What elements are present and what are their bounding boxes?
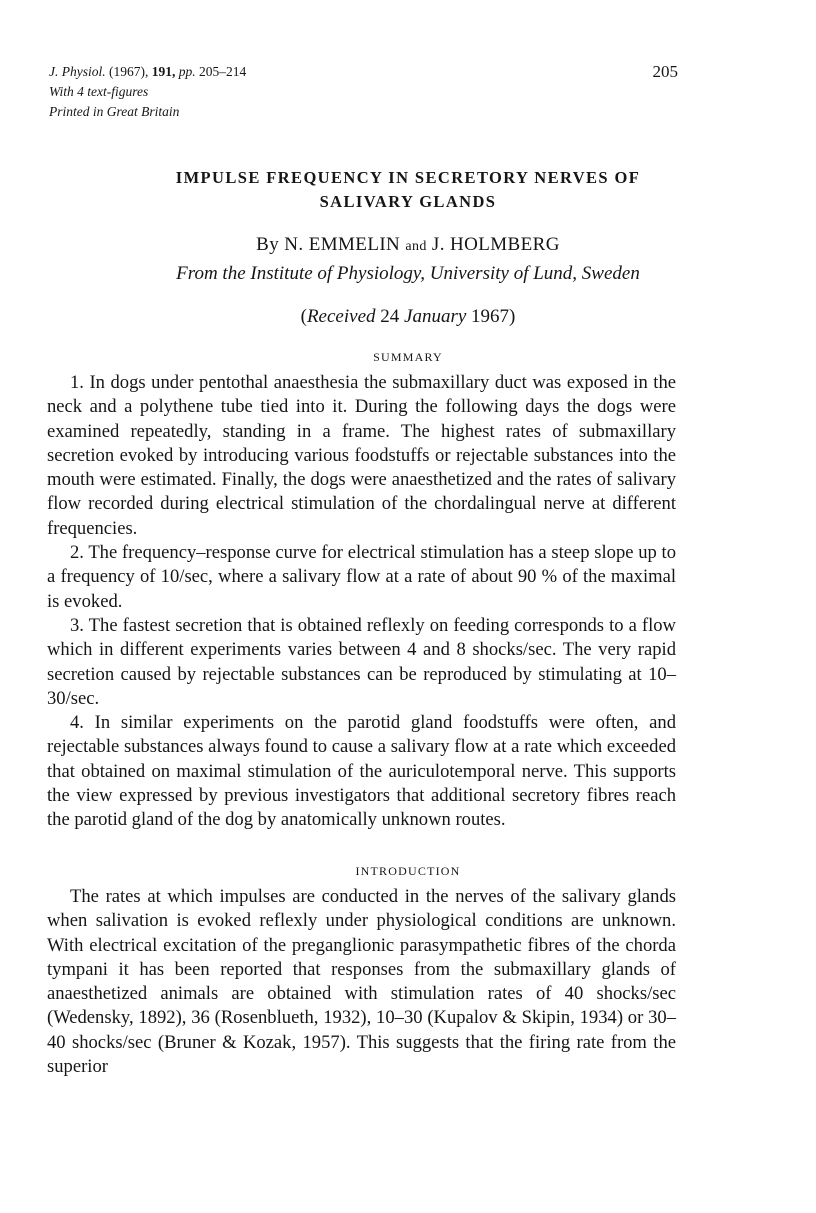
affiliation: From the Institute of Physiology, University of Lund, Sweden [176,263,640,284]
journal-year: (1967), [109,64,149,79]
summary-section [47,371,676,833]
journal-name: J. Physiol. [49,64,106,79]
introduction-section [47,885,676,1079]
received-label: Received [306,306,376,327]
introduction-heading: INTRODUCTION [355,864,461,878]
author-2: J. HOLMBERG [431,234,560,255]
introduction-paragraph: The rates at which impulses are conducted in the nerves of the salivary glands when salivation is evoked reflexly under physiological conditions are unknown. With electrical excitation of the preganglionic parasympathetic fibres of the chorda tympani it has been reported that responses from the submaxillary glands of anaesthetized animals are obtained with stimulation rates of 40 shocks/sec (Wedensky, 1892), 36 (Rosenblueth, 1932), 10–30 (Kupalov & Skipin, 1934) or 30–40 shocks/sec (Bruner & Kozak, 1957). This suggests that the firing rate from the superior [47,886,676,1078]
citation-line [49,62,246,82]
received-month: January [404,306,467,327]
received-date: (Received 24 January 1967) [300,306,516,327]
summary-paragraph-3: 3. The fastest secretion that is obtained reflexly on feeding corresponds to a flow which in different experiments varies between 4 and 8 shocks/sec. The very rapid secretion caused by rejectable substances can be reproduced by stimulating at 10–30/sec. [47,614,676,709]
article-title [60,166,756,214]
summary-heading: SUMMARY [373,350,443,364]
summary-paragraph-2: 2. The frequency–response curve for electrical stimulation has a steep slope up to a frequency of 10/sec, where a salivary flow at a rate of about 90 % of the maximal is evoked. [47,542,676,612]
page-number: 205 [652,62,678,81]
author-1: N. EMMELIN [284,234,401,255]
running-header [49,62,246,122]
title-line-2: SALIVARY GLANDS [319,192,497,211]
journal-volume: 191, [151,64,176,79]
and-label: and [405,239,427,254]
printed-note: Printed in Great Britain [49,104,180,119]
title-line-1: IMPULSE FREQUENCY IN SECRETORY NERVES OF [175,168,641,187]
received-day: 24 [380,306,400,327]
received-year: 1967 [471,306,510,327]
author-line [60,234,756,256]
by-label: By [256,234,280,255]
pages-label: pp. [178,64,196,79]
summary-paragraph-4: 4. In similar experiments on the parotid gland foodstuffs were often, and rejectable substances always found to cause a salivary flow at a rate which exceeded that obtained on maximal stimulation of the auriculotemporal nerve. This supports the view expressed by previous investigators that additional secretory fibres reach the parotid gland of the dog by anatomically unknown routes. [47,712,676,831]
page-range: 205–214 [199,64,247,79]
figures-note: With 4 text-figures [49,84,149,99]
summary-paragraph-1: 1. In dogs under pentothal anaesthesia the submaxillary duct was exposed in the neck and a polythene tube tied into it. During the following days the dogs were examined repeatedly, standing in a frame. The highest rates of submaxillary secretion evoked by introducing various foodstuffs or rejectable substances into the mouth were estimated. Finally, the dogs were anaesthetized and the rates of salivary flow recorded during electrical stimulation of the chordalingual nerve at different frequencies. [47,372,676,539]
